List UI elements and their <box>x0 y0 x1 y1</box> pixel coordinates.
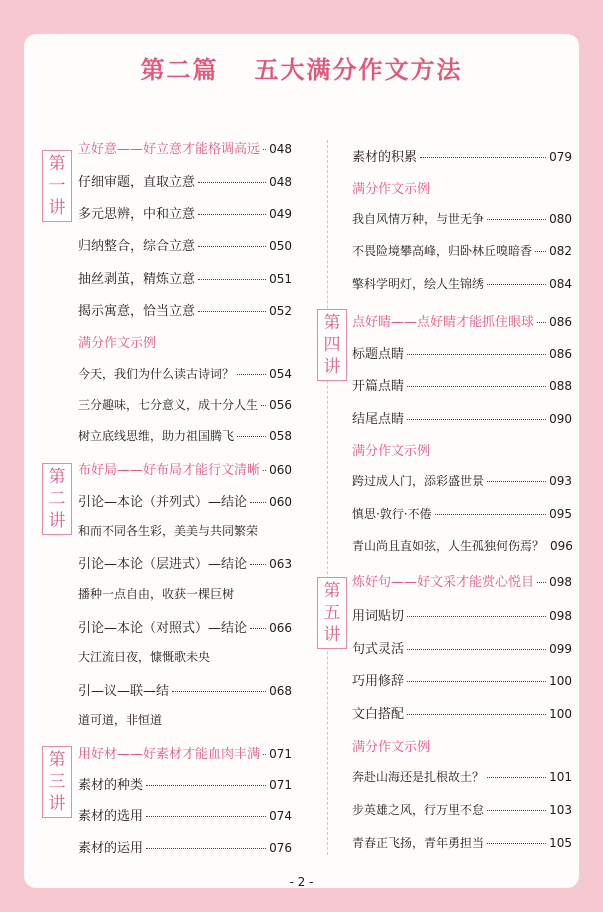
chapter-heading-entry[interactable] <box>78 743 292 762</box>
toc-entry[interactable] <box>78 553 292 572</box>
page-number: - 2 - <box>289 875 314 889</box>
dot-leader <box>487 481 546 482</box>
entry-title: 播种一点自由，收获一棵巨树 <box>78 587 235 601</box>
toc-entry[interactable] <box>78 522 292 539</box>
entry-title: 今天，我们为什么读古诗词？ <box>78 367 235 381</box>
entry-title: 归纳整合，综合立意 <box>78 239 196 254</box>
dot-leader <box>198 279 266 280</box>
dot-leader <box>250 628 266 629</box>
entry-title: 奔赴山海还是扎根故土？ <box>352 770 485 784</box>
dot-leader <box>537 582 546 583</box>
entry-page-number: 095 <box>549 507 572 521</box>
lecture-badge-char: 第 <box>323 581 341 601</box>
entry-title: 炼好句——好文采才能赏心悦目 <box>352 575 535 590</box>
entry-page-number: 088 <box>549 379 572 393</box>
toc-entry[interactable] <box>352 505 572 522</box>
entry-page-number: 098 <box>549 609 572 623</box>
dot-leader <box>261 405 266 406</box>
toc-entry[interactable] <box>78 396 292 413</box>
dot-leader <box>198 311 266 312</box>
lecture-badge <box>317 309 347 381</box>
lecture-badge-char: 二 <box>48 489 66 509</box>
chapter-heading-entry[interactable] <box>78 138 292 157</box>
entry-title: 引论—本论（对照式）—结论 <box>78 621 248 636</box>
entry-page-number: 103 <box>549 803 572 817</box>
lecture-badge <box>317 577 347 649</box>
entry-title: 不畏险境攀高峰，归卧林丘嗅暗香 <box>352 244 533 258</box>
entry-page-number: 101 <box>549 770 572 784</box>
chapter-heading-entry[interactable] <box>352 311 572 330</box>
entry-title: 青春正飞扬，青年勇担当 <box>352 836 485 850</box>
dot-leader <box>250 564 266 565</box>
lecture-badge-char: 五 <box>323 603 341 623</box>
toc-entry[interactable] <box>352 670 572 689</box>
toc-entry[interactable] <box>352 638 572 657</box>
dot-leader <box>487 777 546 778</box>
entry-title: 句式灵活 <box>352 642 405 657</box>
entry-title: 开篇点睛 <box>352 379 405 394</box>
entry-page-number: 096 <box>550 539 573 553</box>
toc-entry[interactable] <box>352 472 572 489</box>
toc-entry[interactable] <box>352 537 572 554</box>
lecture-badge <box>42 746 72 818</box>
entry-page-number: 048 <box>269 142 292 156</box>
lecture-badge-char: 第 <box>48 467 66 487</box>
chapter-heading-entry[interactable] <box>352 571 572 590</box>
lecture-badge-char: 第 <box>48 750 66 770</box>
dot-leader <box>146 785 266 786</box>
entry-title: 树立底线思维，助力祖国腾飞 <box>78 429 235 443</box>
toc-entry[interactable] <box>352 275 572 292</box>
entry-page-number: 058 <box>269 429 292 443</box>
entry-title: 我自风情万种，与世无争 <box>352 212 485 226</box>
entry-title: 擎科学明灯，绘人生锦绣 <box>352 277 485 291</box>
dot-leader <box>198 182 266 183</box>
entry-title: 立好意——好立意才能格调高远 <box>78 142 261 157</box>
lecture-badge-char: 讲 <box>48 794 66 814</box>
entry-title: 道可道，非恒道 <box>78 713 163 727</box>
entry-title: 标题点睛 <box>352 347 405 362</box>
dot-leader <box>407 419 546 420</box>
toc-entry[interactable] <box>352 146 572 165</box>
entry-title: 抽丝剥茧，精炼立意 <box>78 272 196 287</box>
entry-page-number: 080 <box>549 212 572 226</box>
entry-page-number: 079 <box>549 150 572 164</box>
entry-page-number: 100 <box>549 674 572 688</box>
toc-entry[interactable] <box>78 617 292 636</box>
dot-leader <box>250 502 266 503</box>
entry-title: 慎思·敦行·不倦 <box>352 507 432 521</box>
dot-leader <box>146 848 266 849</box>
dot-leader <box>487 219 546 220</box>
dot-leader <box>198 246 266 247</box>
sample-heading: 满分作文示例 <box>352 740 431 755</box>
toc-entry[interactable] <box>78 711 292 728</box>
entry-title: 素材的选用 <box>78 809 144 824</box>
dot-leader <box>237 436 266 437</box>
toc-entry[interactable] <box>78 235 292 254</box>
lecture-badge-char: 讲 <box>323 625 341 645</box>
toc-entry[interactable] <box>352 703 572 722</box>
lecture-badge-char: 一 <box>48 176 66 196</box>
dot-leader <box>407 681 546 682</box>
entry-title: 引—议—联—结 <box>78 684 170 699</box>
toc-entry[interactable] <box>352 834 572 851</box>
toc-entry[interactable] <box>78 774 292 793</box>
entry-page-number: 071 <box>269 778 292 792</box>
lecture-badge <box>42 463 72 535</box>
dot-leader <box>263 470 266 471</box>
toc-entry[interactable] <box>78 805 292 824</box>
dot-leader <box>407 714 546 715</box>
entry-page-number: 074 <box>269 809 292 823</box>
dot-leader <box>435 514 546 515</box>
entry-page-number: 071 <box>269 747 292 761</box>
lecture-badge-char: 讲 <box>323 357 341 377</box>
entry-page-number: 090 <box>549 412 572 426</box>
entry-page-number: 076 <box>269 841 292 855</box>
toc-entry[interactable] <box>78 680 292 699</box>
toc-entry[interactable] <box>78 427 292 444</box>
entry-page-number: 086 <box>549 315 572 329</box>
toc-entry[interactable] <box>352 242 572 259</box>
toc-entry[interactable] <box>78 268 292 287</box>
entry-page-number: 060 <box>269 495 292 509</box>
entry-title: 点好睛——点好睛才能抓住眼球 <box>352 315 535 330</box>
entry-title: 文白搭配 <box>352 707 405 722</box>
entry-title: 结尾点睛 <box>352 412 405 427</box>
lecture-badge-char: 讲 <box>48 198 66 218</box>
toc-entry[interactable] <box>352 768 572 785</box>
dot-leader <box>146 816 266 817</box>
toc-entry[interactable] <box>352 375 572 394</box>
lecture-badge <box>42 150 72 222</box>
lecture-badge-char: 第 <box>323 313 341 333</box>
dot-leader <box>407 386 546 387</box>
sample-heading: 满分作文示例 <box>352 444 431 459</box>
entry-title: 三分趣味，七分意义，成十分人生 <box>78 398 259 412</box>
dot-leader <box>263 149 266 150</box>
dot-leader <box>537 322 546 323</box>
entry-title: 用好材——好素材才能血肉丰满 <box>78 747 261 762</box>
entry-page-number: 105 <box>549 836 572 850</box>
entry-title: 素材的种类 <box>78 778 144 793</box>
entry-page-number: 099 <box>549 642 572 656</box>
page-title <box>0 50 603 85</box>
chapter-heading-entry[interactable] <box>78 459 292 478</box>
dot-leader <box>487 843 546 844</box>
toc-entry[interactable] <box>78 171 292 190</box>
entry-title: 青山尚且直如弦，人生孤独何伤焉？ <box>352 539 545 553</box>
part-label: 第二篇 <box>140 55 219 84</box>
entry-page-number: 056 <box>269 398 292 412</box>
lecture-badge-char: 第 <box>48 154 66 174</box>
toc-entry[interactable] <box>352 801 572 818</box>
entry-page-number: 060 <box>269 463 292 477</box>
entry-page-number: 098 <box>549 575 572 589</box>
column-divider <box>327 140 328 855</box>
toc-entry[interactable] <box>352 210 572 227</box>
dot-leader <box>237 374 266 375</box>
toc-entry[interactable] <box>78 203 292 222</box>
dot-leader <box>407 354 546 355</box>
toc-entry[interactable] <box>78 648 292 665</box>
dot-leader <box>407 616 546 617</box>
entry-title: 素材的积累 <box>352 150 418 165</box>
entry-title: 仔细审题，直取立意 <box>78 175 196 190</box>
entry-title: 用词贴切 <box>352 609 405 624</box>
entry-title: 素材的运用 <box>78 841 144 856</box>
dot-leader <box>487 284 546 285</box>
toc-entry[interactable] <box>78 491 292 510</box>
dot-leader <box>407 649 546 650</box>
toc-entry[interactable] <box>78 837 292 856</box>
entry-page-number: 066 <box>269 621 292 635</box>
entry-title: 和而不同各生彩，美美与共同繁荣 <box>78 524 259 538</box>
sample-heading: 满分作文示例 <box>352 182 431 197</box>
dot-leader <box>487 810 546 811</box>
entry-page-number: 051 <box>269 272 292 286</box>
entry-page-number: 048 <box>269 175 292 189</box>
entry-page-number: 086 <box>549 347 572 361</box>
entry-title: 步英雄之风，行万里不怠 <box>352 803 485 817</box>
entry-title: 布好局——好布局才能行文清晰 <box>78 463 261 478</box>
toc-entry[interactable] <box>352 605 572 624</box>
entry-page-number: 050 <box>269 239 292 253</box>
toc-entry[interactable] <box>78 365 292 382</box>
toc-entry[interactable] <box>78 300 292 319</box>
entry-title: 多元思辨，中和立意 <box>78 207 196 222</box>
entry-page-number: 100 <box>549 707 572 721</box>
entry-page-number: 063 <box>269 557 292 571</box>
toc-entry[interactable] <box>352 408 572 427</box>
entry-title: 引论—本论（并列式）—结论 <box>78 495 248 510</box>
dot-leader <box>263 754 266 755</box>
toc-entry[interactable] <box>352 343 572 362</box>
entry-title: 跨过成人门，添彩盛世景 <box>352 474 485 488</box>
lecture-badge-char: 三 <box>48 772 66 792</box>
dot-leader <box>420 157 546 158</box>
entry-page-number: 082 <box>549 244 572 258</box>
sample-heading: 满分作文示例 <box>78 336 157 351</box>
entry-page-number: 049 <box>269 207 292 221</box>
part-name: 五大满分作文方法 <box>254 55 463 84</box>
entry-title: 揭示寓意，恰当立意 <box>78 304 196 319</box>
entry-page-number: 054 <box>269 367 292 381</box>
lecture-badge-char: 讲 <box>48 511 66 531</box>
toc-entry[interactable] <box>78 585 292 602</box>
dot-leader <box>172 691 266 692</box>
entry-page-number: 068 <box>269 684 292 698</box>
dot-leader <box>198 214 266 215</box>
entry-page-number: 084 <box>549 277 572 291</box>
entry-title: 引论—本论（层进式）—结论 <box>78 557 248 572</box>
entry-title: 大江流日夜，慷慨歌未央 <box>78 650 211 664</box>
dot-leader <box>535 251 546 252</box>
entry-title: 巧用修辞 <box>352 674 405 689</box>
entry-page-number: 093 <box>549 474 572 488</box>
lecture-badge-char: 四 <box>323 335 341 355</box>
entry-page-number: 052 <box>269 304 292 318</box>
